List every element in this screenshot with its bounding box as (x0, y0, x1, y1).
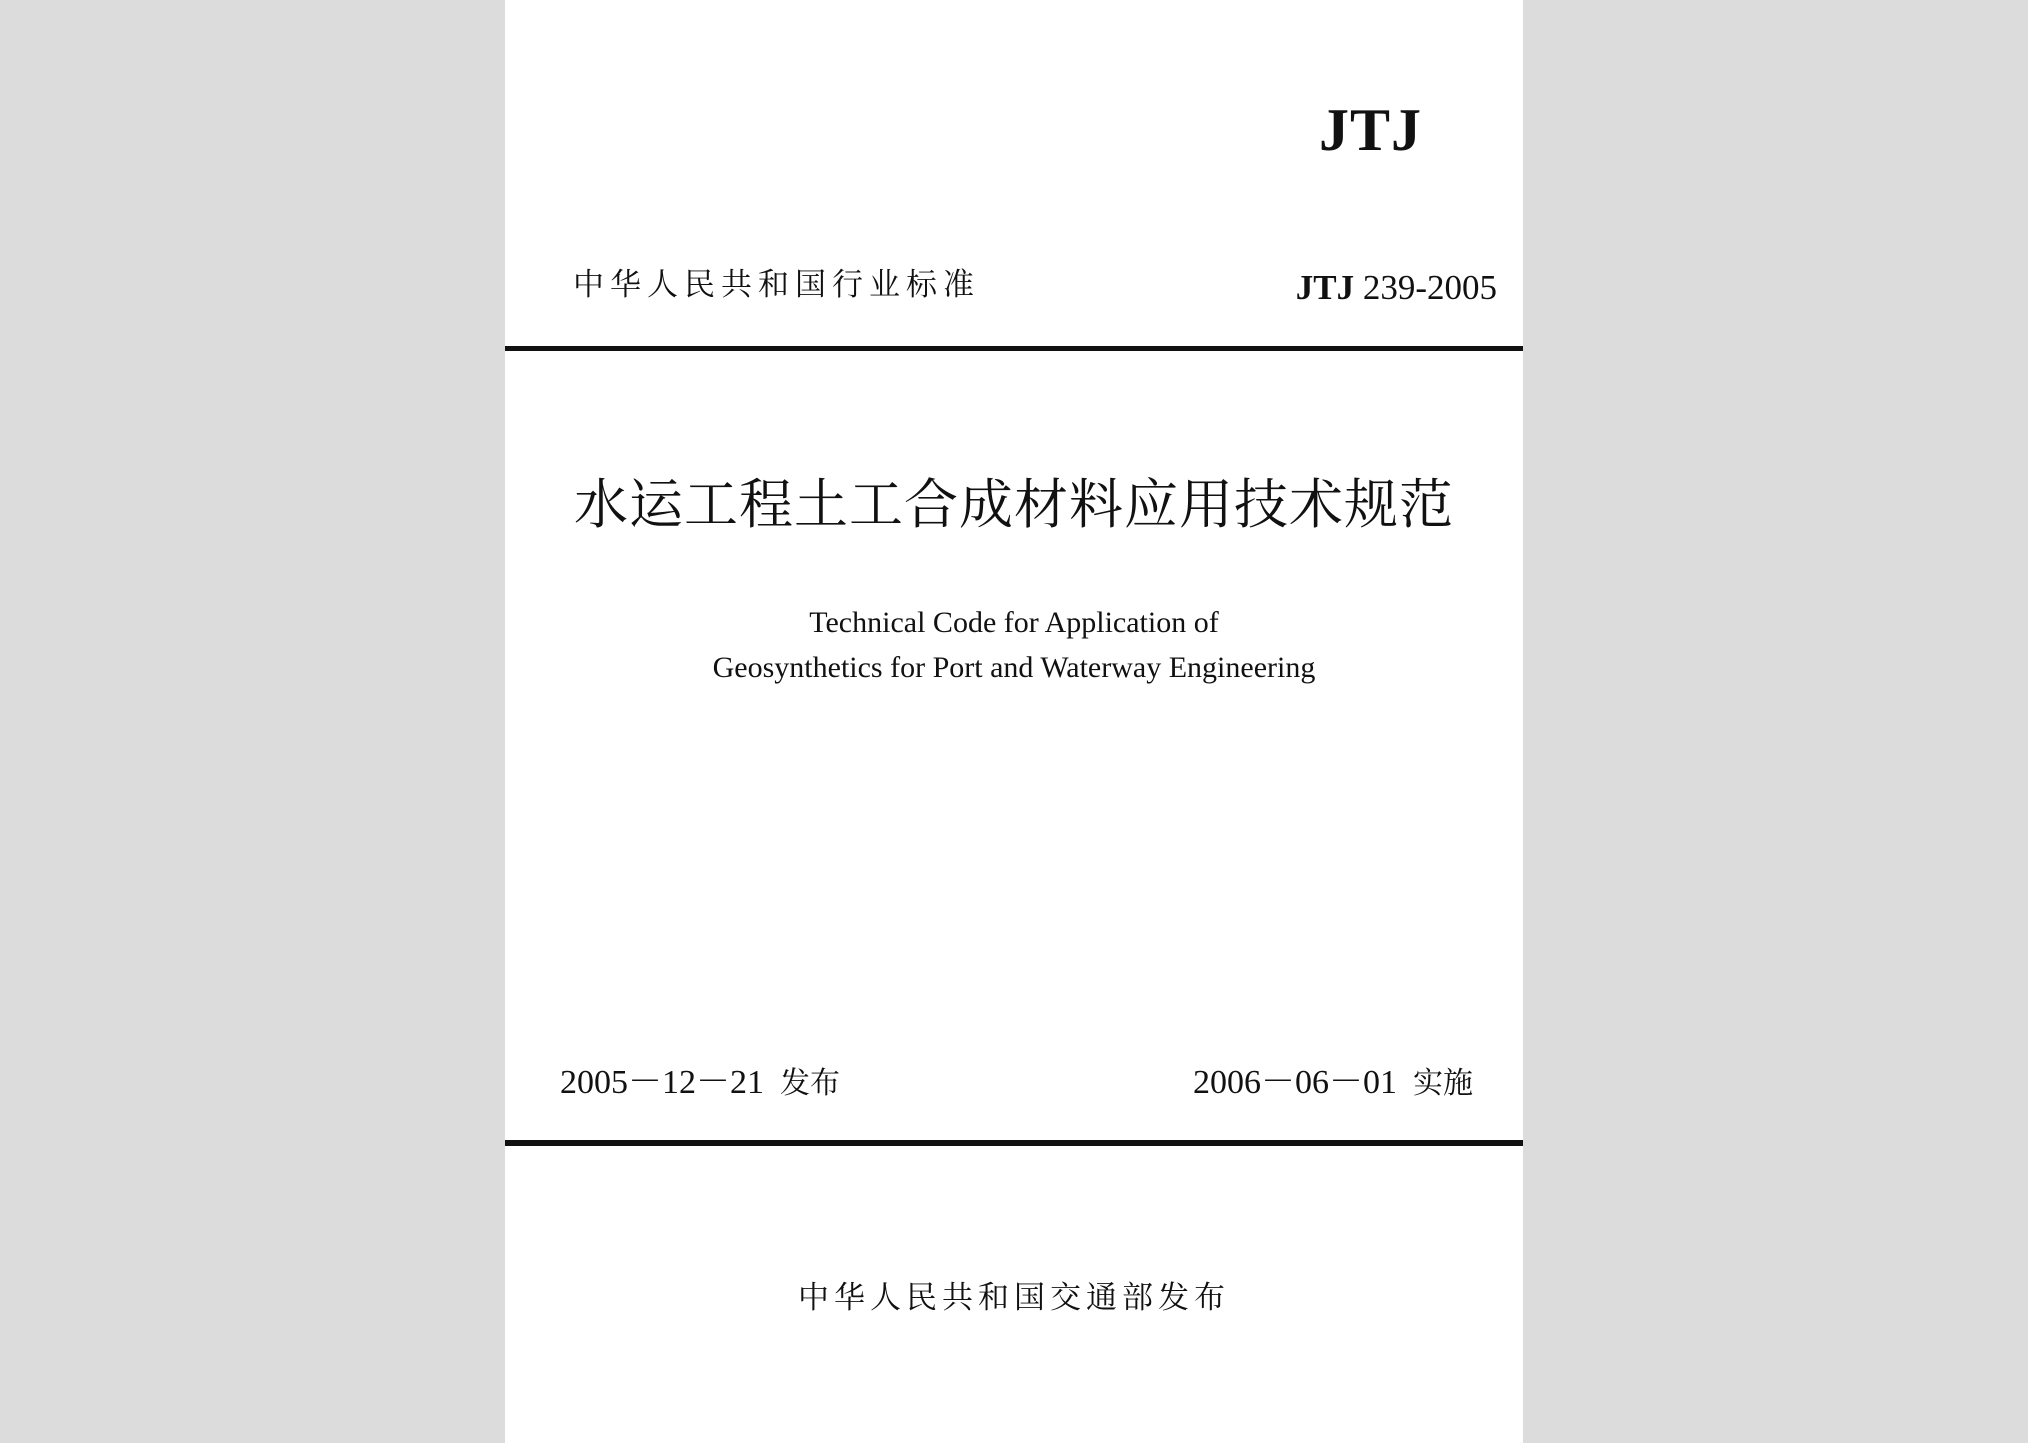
issue-date (560, 1066, 840, 1100)
bottom-divider (505, 1140, 1523, 1146)
title-english-line-2: Geosynthetics for Port and Waterway Engineering (712, 651, 1316, 684)
industry-standard-label: 中华人民共和国行业标准 (573, 267, 980, 303)
title-chinese: 水运工程土工合成材料应用技术规范 (574, 473, 1454, 536)
publisher-label: 中华人民共和国交通部发布 (798, 1280, 1230, 1316)
issue-date-value: 2005－12－21 (560, 1064, 764, 1101)
top-divider (505, 346, 1523, 351)
standard-code-prefix: JTJ (1295, 268, 1355, 307)
jtj-logo: JTJ (1318, 97, 1422, 163)
effective-date (1193, 1066, 1473, 1100)
standard-code (1296, 270, 1497, 305)
issue-date-label: 发布 (780, 1066, 840, 1101)
standard-code-number: 239-2005 (1362, 268, 1497, 307)
effective-date-value: 2006－06－01 (1193, 1064, 1397, 1101)
document-page (505, 0, 1523, 1443)
title-english-line-1: Technical Code for Application of (809, 606, 1219, 639)
effective-date-label: 实施 (1413, 1066, 1473, 1101)
